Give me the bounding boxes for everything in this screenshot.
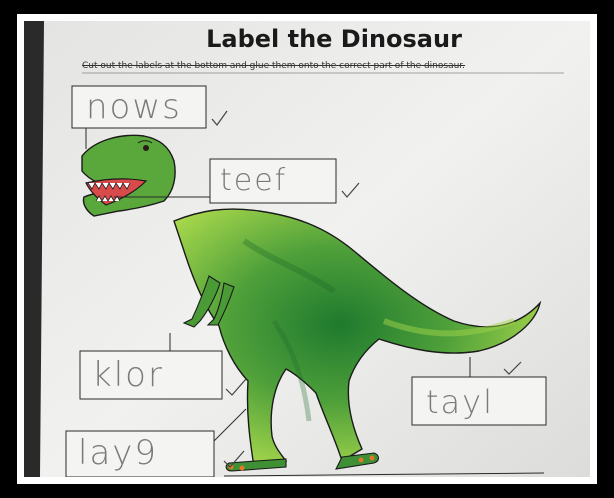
worksheet-photo [24, 21, 590, 477]
label-nose-text: nows [86, 87, 182, 127]
label-legs-text: lay9 [78, 433, 159, 473]
label-teeth-text: teef [220, 163, 288, 198]
worksheet-title: Label the Dinosaur [206, 25, 462, 53]
label-tail-text: tayl [426, 383, 494, 421]
worksheet-instructions: Cut out the labels at the bottom and glue them onto the correct part of the dinosaur. [82, 61, 466, 71]
label-claw-text: klor [92, 355, 164, 395]
